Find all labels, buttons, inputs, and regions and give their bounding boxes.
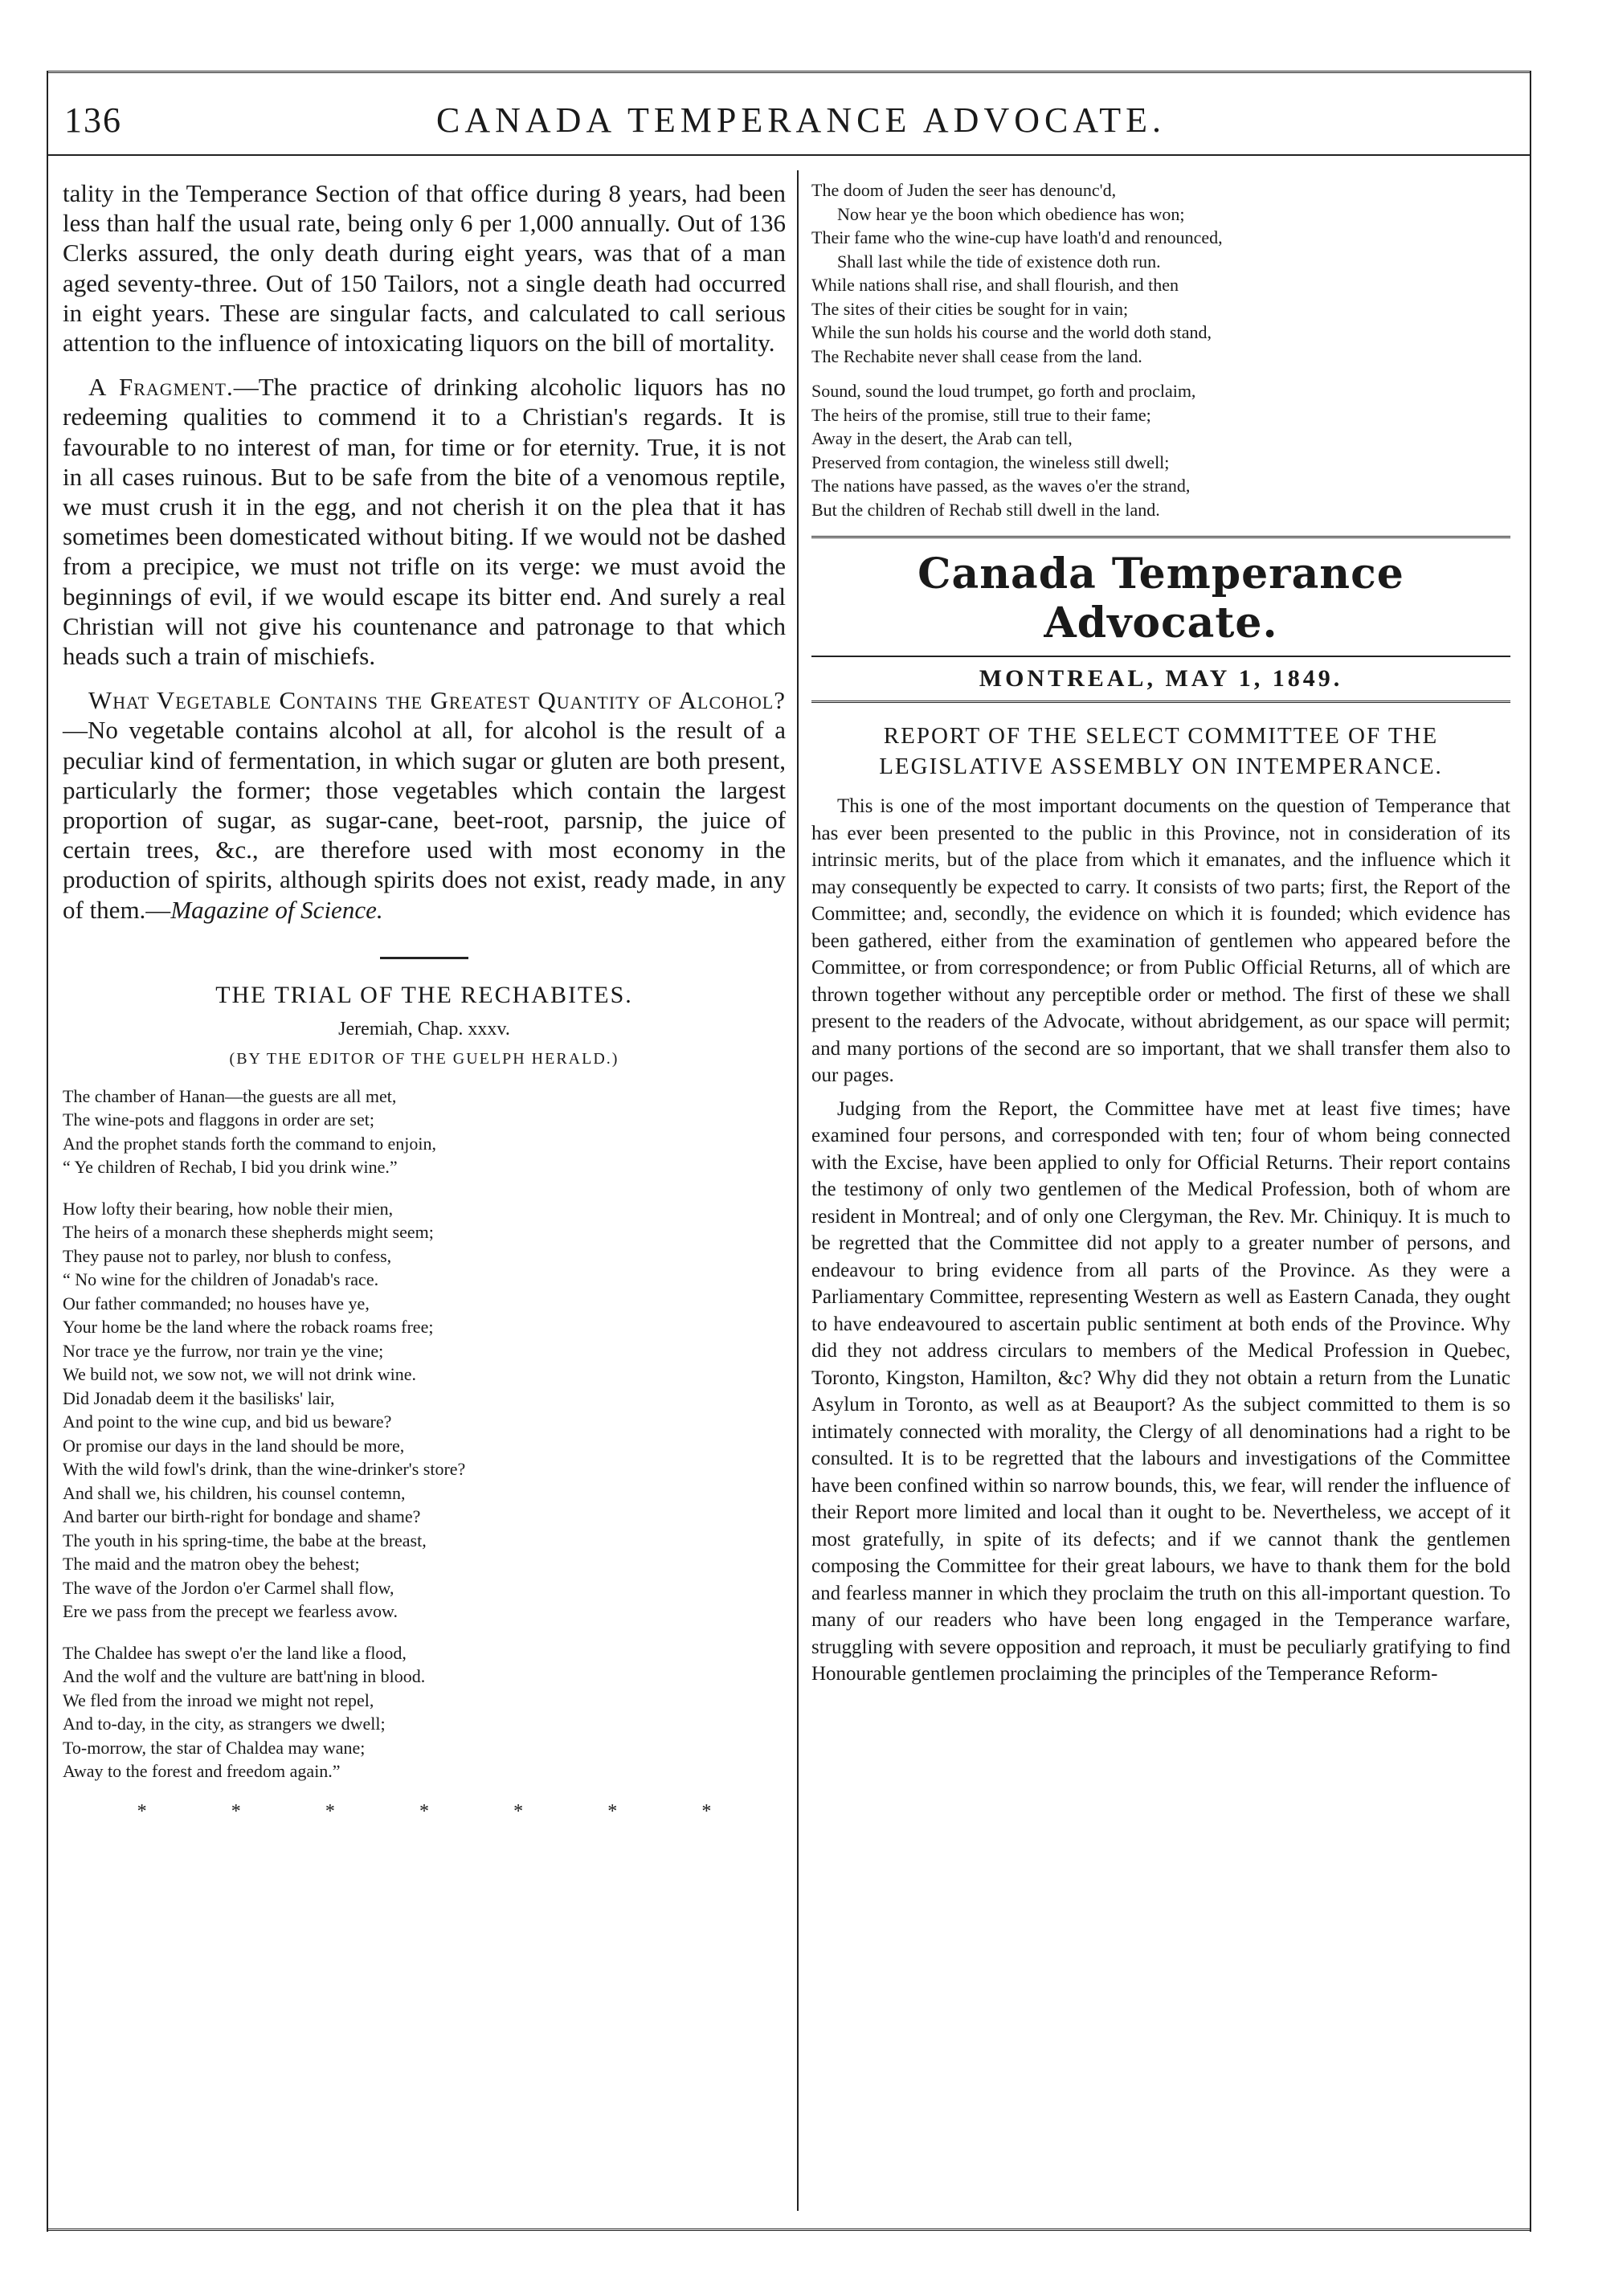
masthead-block (811, 536, 1510, 703)
poem-line: Nor trace ye the furrow, nor train ye the vine; (63, 1340, 384, 1361)
poem-line: They pause not to parley, nor blush to confess, (63, 1245, 392, 1266)
vegetable-source: Magazine of Science. (170, 895, 383, 924)
poem-line: We fled from the inroad we might not repel, (63, 1689, 374, 1710)
poem-title: THE TRIAL OF THE RECHABITES. (215, 981, 633, 1008)
poem-line: How lofty their bearing, how noble their mien, (63, 1198, 394, 1219)
poem-body (63, 1085, 786, 1783)
poem-line: We build not, we sow not, we will not drink wine. (63, 1364, 417, 1385)
poem-line: Ere we pass from the precept we fearless avow. (63, 1601, 398, 1622)
poem-line: And the wolf and the vulture are batt'ning in blood. (63, 1666, 426, 1687)
vegetable-body: —No vegetable contains alcohol at all, for alcohol is the result of a peculiar kind of fermentation, in which sugar or gluten are both present, particularly the former; those vegetables which contain the largest proportion of sugar, as sugar-cane, beet-root, parsnip, the juice of certain trees, &c., are therefore used with most economy in the production of spirits, although spirits does not exist, ready made, in any of them.— (63, 716, 786, 924)
star-ornament: * (231, 1800, 241, 1822)
right-column (811, 178, 1510, 1694)
poem-line: While nations shall rise, and shall flourish, and then (811, 275, 1179, 295)
poem-line: The wave of the Jordon o'er Carmel shall flow, (63, 1577, 394, 1598)
poem-line: But the children of Rechab still dwell in the land. (811, 499, 1160, 520)
poem-line: Shall last while the tide of existence doth run. (837, 251, 1161, 272)
star-ornament: * (513, 1800, 524, 1822)
poem-line: Or promise our days in the land should be more, (63, 1435, 405, 1456)
poem-stanza-3 (63, 1641, 786, 1783)
star-ornament: * (137, 1800, 147, 1822)
star-ornament: * (607, 1800, 618, 1822)
star-ornament: * (419, 1800, 429, 1822)
poem-line: The maid and the matron obey the behest; (63, 1554, 360, 1575)
poem-line: “ Ye children of Rechab, I bid you drink wine.” (63, 1157, 398, 1178)
poem-line: To-morrow, the star of Chaldea may wane; (63, 1737, 366, 1758)
page-number: 136 (64, 100, 122, 140)
mortality-paragraph: tality in the Temperance Section of that office during 8 years, had been less than half the usual rate, being only 6 per 1,000 annually. Out of 136 Clerks assured, the only death during eight years, was that of a man aged seventy-three. Out of 150 Tailors, not a single death had occurred in eight years. These are singular facts, and calculated to call serious attention to the influence of intoxicating liquors on the bill of mortality. (63, 179, 786, 357)
poem-line: The chamber of Hanan—the guests are all met, (63, 1085, 397, 1106)
masthead: Canada Temperance Advocate. (917, 549, 1404, 648)
poem-line: And shall we, his children, his counsel contemn, (63, 1482, 406, 1503)
poem-line: Their fame who the wine-cup have loath'd and renounced, (811, 227, 1223, 247)
poem-credit: (BY THE EDITOR OF THE GUELPH HERALD.) (229, 1049, 619, 1068)
poem-source: Jeremiah, Chap. xxxv. (338, 1018, 510, 1040)
poem-line: The Rechabite never shall cease from the land. (811, 345, 1142, 366)
left-column (63, 178, 786, 1823)
header-rule (47, 154, 1530, 156)
poem-line: Now hear ye the boon which obedience has won; (837, 203, 1185, 224)
poem-line: And the prophet stands forth the command to enjoin, (63, 1133, 436, 1154)
poem-line: And point to the wine cup, and bid us beware? (63, 1412, 392, 1432)
poem-line: The heirs of the promise, still true to their fame; (811, 404, 1151, 425)
star-ornament: * (701, 1800, 712, 1822)
poem-stanza-1 (63, 1085, 786, 1179)
article-paragraph-2: Judging from the Report, the Committee have met at least five times; have examined four persons, and corresponded with ten; four of whom being connected with the Excise, have been applied to only for Official Returns. Their report contains the testimony of only two gentlemen of the Medical Profession, both of whom are resident in Montreal; and of only one Clergyman, the Rev. Mr. Chiniquy. It is much to be regretted that the Committee did not apply to a greater number of persons, and endeavour to bring evidence from all parts of the Province. As they were a Parliamentary Committee, representing Western as well as Eastern Canada, they ought to have endeavoured to ascertain public sentiment at both ends of the Province. Why did they not address circulars to members of the Medical Profession in Quebec, Toronto, Kingston, Hamilton, &c? Why did they not obtain a return from the Lunatic Asylum in Toronto, as well as at Beauport? As the subject committed to them is so intimately connected with morality, the Clergy of all denominations had a right to be consulted. It is to be regretted that the labours and investigations of the Committee have been confined within so narrow bounds, this, we fear, will render the influence of their Report more limited and local than it ought to be. Nevertheless, we accept of it most gratefully, in spite of its defects; and if we cannot thank the gentlemen composing the Committee for their great labours, we have to thank them for the bold and fearless manner in which they proclaim the truth on this all-important question. To many of our readers who have been long engaged in the Temperance warfare, struggling with severe opposition and reproach, it must be peculiarly gratifying to find Honourable gentlemen proclaiming the principles of the Temperance Reform- (811, 1097, 1510, 1685)
column-divider (797, 170, 799, 2211)
poem-line: And barter our birth-right for bondage and shame? (63, 1506, 421, 1527)
poem-line: Preserved from contagion, the wineless still dwell; (811, 451, 1170, 472)
article-title: REPORT OF THE SELECT COMMITTEE OF THE LEGISLATIVE ASSEMBLY ON INTEMPERANCE. (879, 723, 1443, 779)
star-ornament: * (325, 1800, 335, 1822)
poem-line: The sites of their cities be sought for in vain; (811, 298, 1129, 319)
poem-line: Away in the desert, the Arab can tell, (811, 428, 1073, 448)
poem-line: The youth in his spring-time, the babe at the breast, (63, 1530, 427, 1550)
poem-continuation (811, 178, 1510, 521)
poem-line: Sound, sound the loud trumpet, go forth and proclaim, (811, 381, 1196, 401)
dateline: MONTREAL, MAY 1, 1849. (811, 656, 1510, 692)
poem-line: Our father commanded; no houses have ye, (63, 1293, 370, 1313)
poem-line: While the sun holds his course and the world doth stand, (811, 322, 1212, 342)
vegetable-paragraph (63, 685, 786, 925)
vegetable-heading: What Vegetable Contains the Greatest Quantity of Alcohol? (88, 686, 786, 715)
poem-line: Your home be the land where the roback roams free; (63, 1317, 434, 1338)
poem-line: The wine-pots and flaggons in order are set; (63, 1109, 374, 1130)
poem-line: The doom of Juden the seer has denounc'd, (811, 180, 1117, 200)
fragment-body: —The practice of drinking alcoholic liquors has no redeeming qualities to commend it to a Christian's regards. It is favourable to no interest of man, for time or for eternity. True, it is not in all cases ruinous. But to be safe from the bite of a venomous reptile, we must crush it in the egg, and not cherish it on the plea that it has sometimes been domesticated without biting. If we would not be dashed from a precipice, we must not trifle on its verge: we must avoid the beginnings of evil, if we would escape its bitter end. And surely a real Christian will not give his countenance and patronage to that which heads such a train of mischiefs. (63, 373, 786, 671)
poem-line: With the wild fowl's drink, than the wine-drinker's store? (63, 1459, 466, 1480)
poem-line: The heirs of a monarch these shepherds might seem; (63, 1222, 434, 1243)
fragment-heading: A Fragment. (88, 373, 234, 402)
section-rule (380, 957, 468, 959)
page-bottom-border (47, 2229, 1530, 2231)
poem-line: And to-day, in the city, as strangers we dwell; (63, 1714, 386, 1734)
poem-line: Did Jonadab deem it the basilisks' lair, (63, 1387, 335, 1408)
ornamental-stars (63, 1801, 786, 1823)
running-title: CANADA TEMPERANCE ADVOCATE. (435, 100, 1167, 140)
poem-stanza-2 (63, 1197, 786, 1624)
article-paragraph-1: This is one of the most important documents on the question of Temperance that has ever been presented to the public in this Province, not in consideration of its intrinsic merits, but of the place from which it emanates, and the influence which it may consequently be expected to carry. It consists of two parts; first, the Report of the Committee; and, secondly, the evidence on which it is founded; which evidence has been gathered, either from the examination of gentlemen who appeared before the Committee, or from correspondence; or from Public Official Returns, all of which are thrown together without any perceptible order or method. The first of these we shall present to the readers of the Advocate, without abridgement, as our space will permit; and many portions of the second are so important, that we shall transfer them also to our pages. (811, 795, 1510, 1086)
poem-line: “ No wine for the children of Jonadab's race. (63, 1269, 379, 1290)
fragment-paragraph (63, 372, 786, 671)
poem-line: The Chaldee has swept o'er the land like a flood, (63, 1642, 407, 1663)
poem-line: Away to the forest and freedom again.” (63, 1761, 341, 1782)
poem-line: The nations have passed, as the waves o'er the strand, (811, 476, 1191, 496)
